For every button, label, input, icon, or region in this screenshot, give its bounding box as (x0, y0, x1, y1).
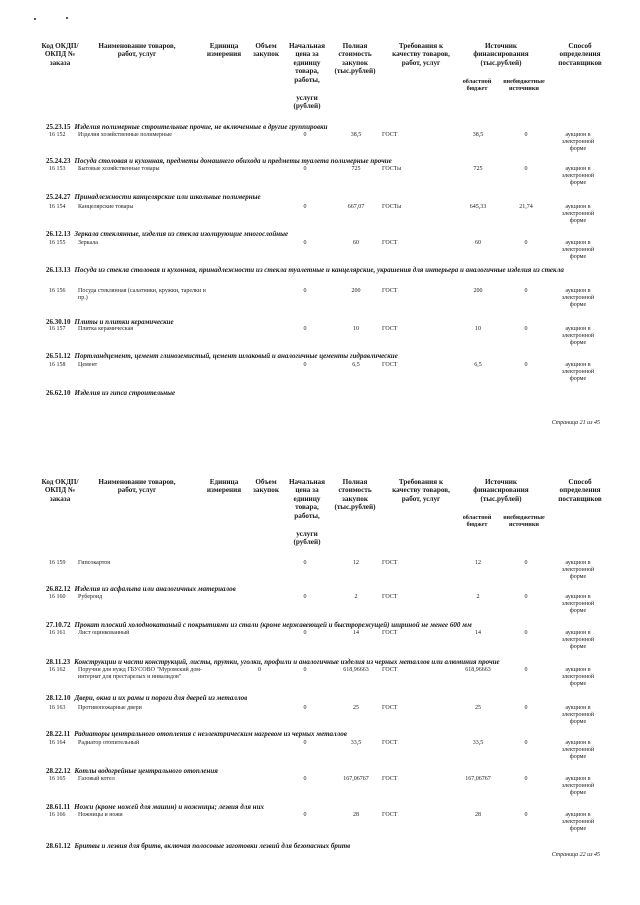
row-method: аукцион в электронной форме (561, 204, 595, 224)
row-volume: 0 (258, 667, 261, 673)
row-number: 16 165 (49, 776, 66, 782)
header-source: Источник финансирования (тыс.рублей) (473, 42, 529, 67)
section-title: Бритвы и лезвия для бритв, включая полосовые заготовки лезвий для безопасных бритв (74, 842, 351, 850)
row-total: 14 (353, 630, 359, 636)
row-extra: 0 (524, 812, 528, 818)
row-requirements: ГОСТы (382, 204, 402, 210)
section-title: Зеркала стеклянные, изделия из стекла изолирующие многослойные (74, 230, 289, 238)
row-requirements: ГОСТ (382, 240, 398, 246)
row-method: аукцион в электронной форме (561, 362, 595, 382)
row-regional: 725 (473, 166, 483, 172)
row-number: 16 152 (49, 132, 66, 138)
header-source-regional: областной бюджет (462, 514, 492, 528)
row-price: 0 (303, 326, 307, 332)
section-title: Посуда из стекла столовая и кухонная, принадлежности из стекла туалетные и канцелярские, украшения для интерьера и аналогичные изделия из стекла (74, 266, 564, 274)
row-method: аукцион в электронной форме (561, 166, 595, 186)
row-extra: 0 (524, 705, 528, 711)
section-code: 26.51.12 (46, 352, 71, 360)
header-price: Начальная цена за единицу товара, работы, (288, 478, 326, 520)
row-name: Лист оцинкованный (78, 630, 130, 636)
section-title: Плиты и плитки керамические (74, 318, 174, 326)
section-heading (46, 230, 288, 238)
row-name: Зеркала (78, 240, 98, 246)
section-title: Посуда столовая и кухонная, предметы домашнего обихода и предметы туалета полимерные прочие (74, 157, 392, 165)
table-row (0, 705, 640, 745)
row-regional: 33,5 (472, 740, 484, 746)
row-number: 16 161 (49, 630, 66, 636)
row-requirements: ГОСТ (382, 740, 398, 746)
row-requirements: ГОСТы (382, 166, 402, 172)
section-heading (46, 842, 350, 850)
row-price: 0 (303, 776, 307, 782)
row-total: 618,96663 (343, 667, 369, 673)
row-extra: 0 (524, 288, 528, 294)
row-total: 33,5 (350, 740, 362, 746)
row-regional: 12 (475, 560, 481, 566)
row-number: 16 154 (49, 204, 66, 210)
section-code: 26.13.13 (46, 266, 71, 274)
row-name: Цемент (78, 362, 98, 368)
row-name: Радиатор отопительный (78, 740, 140, 746)
section-title: Радиаторы центрального отопления с неэлектрическим нагревом из черных металлов (74, 730, 347, 738)
row-method: аукцион в электронной форме (561, 560, 595, 580)
section-heading (46, 193, 261, 201)
section-title: Изделия из асфальта или аналогичных материалов (74, 585, 236, 593)
header-code: Код ОКДП/ ОКПД № заказа (41, 478, 79, 503)
row-name: Посуда стеклянная (салатники, кружки, тарелки и пр.) (78, 288, 206, 301)
row-requirements: ГОСТ (382, 594, 398, 600)
section-code: 26.30.10 (46, 318, 71, 326)
header-volume: Объем закупок (253, 478, 279, 495)
row-regional: 6,5 (474, 362, 482, 368)
header-unit: Единица измерения (206, 478, 242, 495)
section-heading (46, 694, 247, 702)
section-heading (46, 585, 236, 593)
row-method: аукцион в электронной форме (561, 812, 595, 832)
section-code: 25.24.23 (46, 157, 71, 165)
section-heading (46, 318, 174, 326)
row-requirements: ГОСТ (382, 776, 398, 782)
row-regional: 38,5 (472, 132, 484, 138)
row-price: 0 (303, 667, 307, 673)
row-regional: 200 (473, 288, 483, 294)
row-price: 0 (303, 362, 307, 368)
header-source: Источник финансирования (тыс.рублей) (473, 478, 529, 503)
row-extra: 21,74 (519, 204, 533, 210)
row-price: 0 (303, 132, 307, 138)
row-method: аукцион в электронной форме (561, 667, 595, 687)
section-code: 27.10.72 (46, 621, 71, 629)
section-code: 25.23.15 (46, 123, 71, 131)
row-name: Рубероид (78, 594, 103, 600)
row-requirements: ГОСТ (382, 667, 398, 673)
section-code: 28.22.11 (46, 730, 71, 738)
header-source-extra: внебюджетные источники (503, 514, 545, 528)
row-method: аукцион в электронной форме (561, 776, 595, 796)
row-regional: 618,96663 (465, 667, 491, 673)
row-name: Плитка керамическая (78, 326, 133, 332)
row-method: аукцион в электронной форме (561, 705, 595, 725)
row-requirements: ГОСТ (382, 132, 398, 138)
section-code: 26.82.12 (46, 585, 71, 593)
section-title: Принадлежности канцелярские или школьные полимерные (74, 193, 261, 201)
header-requirements: Требования к качеству товаров, работ, услуг (392, 42, 450, 67)
section-title: Ножи (кроме ножей для машин) и ножницы; лезвия для них (74, 803, 264, 811)
row-extra: 0 (524, 362, 528, 368)
row-requirements: ГОСТ (382, 288, 398, 294)
section-heading (46, 157, 392, 165)
row-total: 12 (353, 560, 359, 566)
row-requirements: ГОСТ (382, 630, 398, 636)
table-row (0, 204, 640, 244)
section-code: 28.12.10 (46, 694, 71, 702)
row-number: 16 164 (49, 740, 66, 746)
row-extra: 0 (524, 667, 528, 673)
row-regional: 25 (475, 705, 481, 711)
row-name: Поручни для нужд ГБУСОВО "Муромский дом-интернат для престарелых и инвалидов" (78, 667, 203, 680)
row-extra: 0 (524, 560, 528, 566)
header-source-regional: областной бюджет (462, 78, 492, 92)
row-price: 0 (303, 240, 307, 246)
section-heading (46, 767, 218, 775)
section-heading (46, 803, 264, 811)
row-number: 16 153 (49, 166, 66, 172)
section-heading (46, 389, 175, 397)
section-heading (46, 730, 347, 738)
row-price: 0 (303, 740, 307, 746)
page-number: Страница 22 из 45 (551, 852, 600, 858)
section-code: 26.12.13 (46, 230, 71, 238)
section-title: Прокат плоский холоднокатаный с покрытиями из стали (кроме нержавеющей и быстрорежущей) шириной не менее 600 мм (74, 621, 472, 629)
page-number: Страница 21 из 45 (551, 420, 600, 426)
row-price: 0 (303, 630, 307, 636)
row-number: 16 162 (49, 667, 66, 673)
row-requirements: ГОСТ (382, 705, 398, 711)
header-unit: Единица измерения (206, 42, 242, 59)
row-total: 25 (353, 705, 359, 711)
row-regional: 60 (475, 240, 481, 246)
section-heading (46, 123, 328, 131)
header-source-extra: внебюджетные источники (503, 78, 545, 92)
row-extra: 0 (524, 240, 528, 246)
row-total: 38,5 (350, 132, 362, 138)
header-price-sub: услуги (рублей) (293, 94, 321, 111)
row-total: 725 (351, 166, 361, 172)
section-code: 26.62.10 (46, 389, 71, 397)
row-number: 16 156 (49, 288, 66, 294)
row-number: 16 158 (49, 362, 66, 368)
row-price: 0 (303, 204, 307, 210)
row-name: Ножницы и ножи (78, 812, 123, 818)
row-name: Канцелярские товары (78, 204, 134, 210)
header-price-sub: услуги (рублей) (293, 530, 321, 547)
section-code: 28.11.23 (46, 658, 71, 666)
section-heading (46, 352, 398, 360)
row-name: Гипсокартон (78, 560, 111, 566)
row-regional: 28 (475, 812, 481, 818)
section-heading (46, 266, 586, 274)
row-number: 16 160 (49, 594, 66, 600)
header-price: Начальная цена за единицу товара, работы, (288, 42, 326, 84)
header-volume: Объем закупок (253, 42, 279, 59)
section-title: Котлы водогрейные центрального отопления (74, 767, 218, 775)
section-code: 28.61.12 (46, 842, 71, 850)
row-extra: 0 (524, 166, 528, 172)
row-total: 167,06767 (343, 776, 369, 782)
row-number: 16 163 (49, 705, 66, 711)
section-code: 28.22.12 (46, 767, 71, 775)
row-total: 667,07 (347, 204, 365, 210)
row-method: аукцион в электронной форме (561, 132, 595, 152)
section-heading (46, 658, 500, 666)
row-number: 16 159 (49, 560, 66, 566)
row-total: 10 (353, 326, 359, 332)
row-method: аукцион в электронной форме (561, 326, 595, 346)
row-name: Газовый котел (78, 776, 115, 782)
row-number: 16 157 (49, 326, 66, 332)
row-name: Изделия хозяйственные полимерные (78, 132, 172, 138)
header-method: Способ определения поставщиков (558, 42, 602, 67)
row-total: 28 (353, 812, 359, 818)
row-regional: 645,33 (469, 204, 487, 210)
row-extra: 0 (524, 326, 528, 332)
row-price: 0 (303, 166, 307, 172)
table-row (0, 326, 640, 366)
row-number: 16 166 (49, 812, 66, 818)
row-extra: 0 (524, 630, 528, 636)
row-requirements: ГОСТ (382, 812, 398, 818)
row-regional: 14 (475, 630, 481, 636)
row-name: Противопожарные двери (78, 705, 142, 711)
section-code: 28.61.11 (46, 803, 71, 811)
row-price: 0 (303, 594, 307, 600)
header-code: Код ОКДП/ ОКПД № заказа (41, 42, 79, 67)
section-title: Портландцемент, цемент глиноземистый, цемент шлаковый и аналогичные цементы гидравлические (74, 352, 398, 360)
header-total: Полная стоимость закупок (тыс.рублей) (334, 478, 376, 512)
row-extra: 0 (524, 594, 528, 600)
row-regional: 2 (476, 594, 480, 600)
row-price: 0 (303, 812, 307, 818)
header-requirements: Требования к качеству товаров, работ, услуг (392, 478, 450, 503)
row-method: аукцион в электронной форме (561, 240, 595, 260)
header-method: Способ определения поставщиков (558, 478, 602, 503)
section-title: Изделия из гипса строительные (74, 389, 176, 397)
row-total: 200 (351, 288, 361, 294)
row-price: 0 (303, 560, 307, 566)
row-method: аукцион в электронной форме (561, 740, 595, 760)
row-requirements: ГОСТ (382, 560, 398, 566)
header-name: Наименование товаров, работ, услуг (98, 42, 176, 59)
row-method: аукцион в электронной форме (561, 630, 595, 650)
header-total: Полная стоимость закупок (тыс.рублей) (334, 42, 376, 76)
section-code: 25.24.27 (46, 193, 71, 201)
row-requirements: ГОСТ (382, 326, 398, 332)
row-regional: 10 (475, 326, 481, 332)
row-name: Бытовые хозяйственные товары (78, 166, 160, 172)
row-price: 0 (303, 288, 307, 294)
table-row (0, 240, 640, 280)
scan-speck (66, 17, 68, 19)
row-price: 0 (303, 705, 307, 711)
row-extra: 0 (524, 740, 528, 746)
row-extra: 0 (524, 132, 528, 138)
row-total: 6,5 (352, 362, 360, 368)
row-regional: 167,06767 (465, 776, 491, 782)
section-heading (46, 621, 472, 629)
row-method: аукцион в электронной форме (561, 594, 595, 614)
section-title: Конструкции и части конструкций, листы, прутки, уголки, профили и аналогичные изделия из черных металлов или алюминия прочие (74, 658, 500, 666)
row-extra: 0 (524, 776, 528, 782)
row-requirements: ГОСТ (382, 362, 398, 368)
row-total: 2 (354, 594, 358, 600)
row-method: аукцион в электронной форме (561, 288, 595, 308)
row-total: 60 (353, 240, 359, 246)
row-number: 16 155 (49, 240, 66, 246)
section-title: Изделия полимерные строительные прочие, не включенные в другие группировки (74, 123, 328, 131)
scan-speck (34, 18, 36, 20)
section-title: Двери, окна и их рамы и пороги для дверей из металлов (74, 694, 248, 702)
header-name: Наименование товаров, работ, услуг (98, 478, 176, 495)
